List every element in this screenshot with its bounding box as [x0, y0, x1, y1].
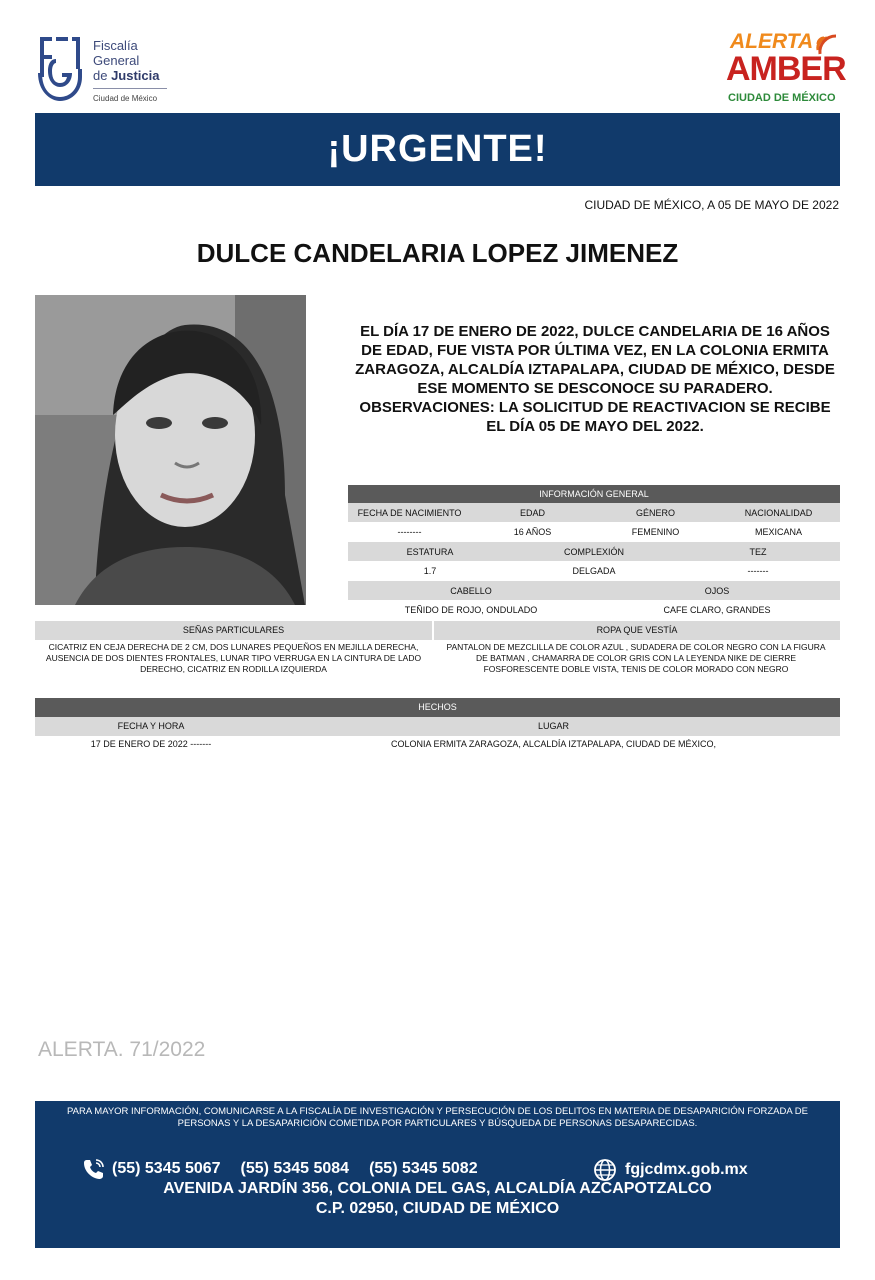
value-hair: TEÑIDO DE ROJO, ONDULADO	[404, 605, 538, 615]
logo-divider	[93, 88, 167, 89]
events-value-row	[35, 736, 840, 752]
value-height: 1.7	[423, 566, 437, 576]
fgj-emblem-icon	[34, 33, 86, 105]
value-distinguishing-marks: CICATRIZ EN CEJA DERECHA DE 2 CM, DOS LUNARES PEQUEÑOS EN MEJILLA DERECHA, AUSENCIA DE DOS DIENTES FRONTALES, LUNAR TIPO VERRUGA EN LA CINTURA DE LADO DERECHO, CICATRIZ EN RODILLA IZQUIERDA	[45, 642, 422, 674]
header-build: COMPLEXIÓN	[563, 546, 624, 557]
website	[593, 1158, 748, 1182]
website-link[interactable]: fgjcdmx.gob.mx	[625, 1161, 748, 1178]
phone-numbers	[82, 1158, 498, 1180]
phone-icon	[82, 1158, 104, 1180]
address-line-2: C.P. 02950, CIUDAD DE MÉXICO	[315, 1200, 560, 1217]
amber-logo-amber: AMBER	[726, 50, 846, 88]
general-info-table	[348, 485, 840, 620]
header-eyes: OJOS	[704, 585, 730, 596]
header-clothing: ROPA QUE VESTÍA	[434, 621, 840, 640]
address-line-1: AVENIDA JARDÍN 356, COLONIA DEL GAS, ALCALDÍA AZCAPOTZALCO	[163, 1180, 712, 1197]
value-complexion: -------	[747, 566, 769, 576]
globe-icon	[593, 1158, 617, 1182]
events-title: HECHOS	[35, 698, 840, 717]
value-date-time: 17 DE ENERO DE 2022 -------	[90, 739, 212, 749]
features-header-row	[35, 621, 840, 640]
header-place: LUGAR	[537, 721, 569, 731]
features-value-row	[35, 642, 840, 675]
header-nationality: NACIONALIDAD	[744, 507, 813, 518]
general-info-header-row-3	[348, 581, 840, 600]
general-info-header-row-2	[348, 542, 840, 561]
header-height: ESTATURA	[406, 546, 454, 557]
agency-logo	[34, 33, 174, 107]
header-hair: CABELLO	[450, 585, 492, 596]
header-gender: GÉNERO	[635, 507, 675, 518]
value-age: 16 AÑOS	[513, 527, 552, 537]
amber-alert-logo	[724, 28, 846, 110]
amber-logo-alerta: ALERTA	[730, 30, 814, 53]
events-header-row	[35, 717, 840, 736]
general-info-value-row-2	[348, 561, 840, 581]
events-table	[35, 698, 840, 752]
phone-number-2[interactable]: (55) 5345 5084	[240, 1160, 350, 1177]
header-age: EDAD	[519, 507, 545, 518]
header-complexion: TEZ	[749, 546, 767, 557]
value-eyes: CAFE CLARO, GRANDES	[663, 605, 771, 615]
missing-person-photo	[35, 295, 306, 605]
general-info-header-row-1	[348, 503, 840, 522]
header-distinguishing-marks: SEÑAS PARTICULARES	[35, 621, 432, 640]
alert-number: ALERTA. 71/2022	[38, 1038, 206, 1061]
value-nationality: MEXICANA	[754, 527, 802, 537]
signal-waves-icon	[814, 28, 840, 58]
general-info-value-row-3	[348, 600, 840, 620]
value-birth-date: --------	[397, 527, 422, 537]
missing-person-name: DULCE CANDELARIA LOPEZ JIMENEZ	[196, 238, 679, 268]
portrait-image	[35, 295, 306, 605]
value-gender: FEMENINO	[631, 527, 680, 537]
value-build: DELGADA	[572, 566, 616, 576]
case-narrative: EL DÍA 17 DE ENERO DE 2022, DULCE CANDELARIA DE 16 AÑOS DE EDAD, FUE VISTA POR ÚLTIMA VEZ, EN LA COLONIA ERMITA ZARAGOZA, ALCALDÍA IZTAPALAPA, CIUDAD DE MÉXICO, DESDE ESE MOMENTO SE DESCONOCE SU PARADERO. OBSERVACIONES: LA SOLICITUD DE REACTIVACION SE RECIBE EL DÍA 05 DE MAYO DEL 2022.	[355, 323, 835, 435]
value-place: COLONIA ERMITA ZARAGOZA, ALCALDÍA IZTAPALAPA, CIUDAD DE MÉXICO,	[391, 739, 716, 749]
general-info-value-row-1	[348, 522, 840, 542]
agency-name-line-3: de Justicia	[93, 68, 160, 83]
header-date-time: FECHA Y HORA	[117, 721, 185, 731]
date-line: CIUDAD DE MÉXICO, A 05 DE MAYO DE 2022	[584, 198, 839, 212]
features-table	[35, 621, 840, 675]
urgent-banner	[35, 113, 840, 186]
agency-name-line-2: General	[93, 53, 140, 68]
contact-info-text: PARA MAYOR INFORMACIÓN, COMUNICARSE A LA FISCALÍA DE INVESTIGACIÓN Y PERSECUCIÓN DE LOS DELITOS EN MATERIA DE DESAPARICIÓN FORZADA DE PERSONAS Y LA DESAPARICIÓN COMETIDA POR PARTICULARES Y BÚSQUEDA DE PERSONAS DESAPARECIDAS.	[67, 1106, 808, 1129]
phone-number-1[interactable]: (55) 5345 5067	[112, 1160, 221, 1177]
amber-logo-city: CIUDAD DE MÉXICO	[728, 92, 836, 104]
phone-number-3[interactable]: (55) 5345 5082	[369, 1160, 478, 1177]
general-info-title: INFORMACIÓN GENERAL	[348, 485, 840, 503]
value-clothing: PANTALON DE MEZCLILLA DE COLOR AZUL , SUDADERA DE COLOR NEGRO CON LA FIGURA DE BATMAN , CHAMARRA DE COLOR GRIS CON LA LEYENDA NIKE DE CIERRE FOSFORESCENTE DOBLE VISTA, TENIS DE COLOR MORADO CON NEGRO	[446, 642, 826, 674]
header-birth-date: FECHA DE NACIMIENTO	[357, 507, 462, 518]
urgent-title: ¡URGENTE!	[327, 128, 548, 170]
contact-footer	[35, 1101, 840, 1248]
agency-city: Ciudad de México	[93, 94, 158, 103]
agency-name-line-1: Fiscalía	[93, 38, 138, 53]
